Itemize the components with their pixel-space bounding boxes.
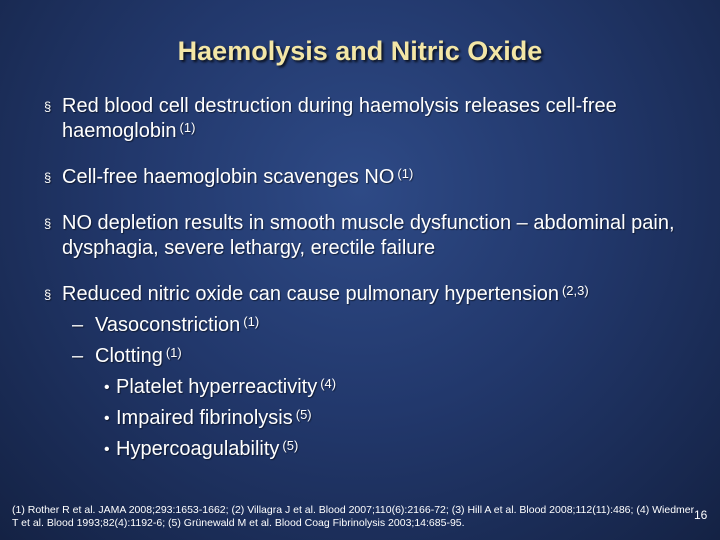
- dash-marker-icon: –: [72, 345, 84, 367]
- bullet-marker-icon: §: [44, 170, 52, 185]
- citation: (1): [165, 345, 182, 360]
- subsub-bullet-text: [116, 437, 298, 462]
- citation: (1): [243, 314, 260, 329]
- dot-marker-icon: •: [104, 410, 110, 427]
- bullet-text-body: Cell-free haemoglobin scavenges NO: [62, 166, 395, 188]
- subsub-bullet-text: [116, 406, 312, 431]
- subsub-bullet-item: [104, 375, 708, 400]
- subsub-bullet-text-body: Impaired fibrinolysis: [116, 407, 293, 429]
- bullet-text-body: Red blood cell destruction during haemolysis releases cell-free haemoglobin: [62, 95, 617, 142]
- subsub-bullet-text-body: Platelet hyperreactivity: [116, 376, 318, 398]
- bullet-text: [62, 282, 708, 307]
- subsub-bullet-text: [116, 375, 336, 400]
- subsub-bullet-item: [104, 406, 708, 431]
- citation: (1): [179, 120, 196, 135]
- slide-content: [44, 94, 708, 462]
- bullet-text-body: NO depletion results in smooth muscle dysfunction – abdominal pain, dysphagia, severe lethargy, erectile failure: [62, 212, 675, 259]
- citation: (2,3): [561, 283, 589, 298]
- bullet-marker-icon: §: [44, 216, 52, 231]
- dash-marker-icon: –: [72, 314, 84, 336]
- bullet-text: [62, 211, 708, 261]
- bullet-item: [44, 165, 708, 190]
- sub-bullet-text: [95, 313, 259, 338]
- slide-title: Haemolysis and Nitric Oxide: [177, 36, 543, 66]
- sub-bullet-text: [95, 344, 182, 369]
- page-number: 16: [694, 508, 708, 522]
- citation: (4): [320, 376, 337, 391]
- dot-marker-icon: •: [104, 379, 110, 396]
- sub-bullet-item: [72, 313, 708, 338]
- citation: (5): [282, 438, 299, 453]
- subsub-bullet-text-body: Hypercoagulability: [116, 438, 280, 460]
- bullet-item: [44, 211, 708, 261]
- bullet-marker-icon: §: [44, 287, 52, 302]
- sub-bullet-text-body: Clotting: [95, 345, 163, 367]
- sub-bullet-text-body: Vasoconstriction: [95, 314, 241, 336]
- bullet-text: [62, 94, 708, 144]
- references-footnote: (1) Rother R et al. JAMA 2008;293:1653-1662; (2) Villagra J et al. Blood 2007;110(6):2166-72; (3) Hill A et al. Blood 2008;112(11):486; (4) Wiedmer T et al. Blood 1993;82(4):1192-6; (5) Grünewald M et al. Blood Coag Fibrinolysis 2003;14:685-95.: [12, 504, 695, 529]
- citation: (5): [295, 407, 312, 422]
- bullet-item: [44, 94, 708, 144]
- bullet-marker-icon: §: [44, 99, 52, 114]
- citation: (1): [397, 166, 414, 181]
- bullet-text-body: Reduced nitric oxide can cause pulmonary hypertension: [62, 283, 559, 305]
- subsub-bullet-item: [104, 437, 708, 462]
- dot-marker-icon: •: [104, 441, 110, 458]
- bullet-text: [62, 165, 708, 190]
- bullet-item: [44, 282, 708, 307]
- sub-bullet-item: [72, 344, 708, 369]
